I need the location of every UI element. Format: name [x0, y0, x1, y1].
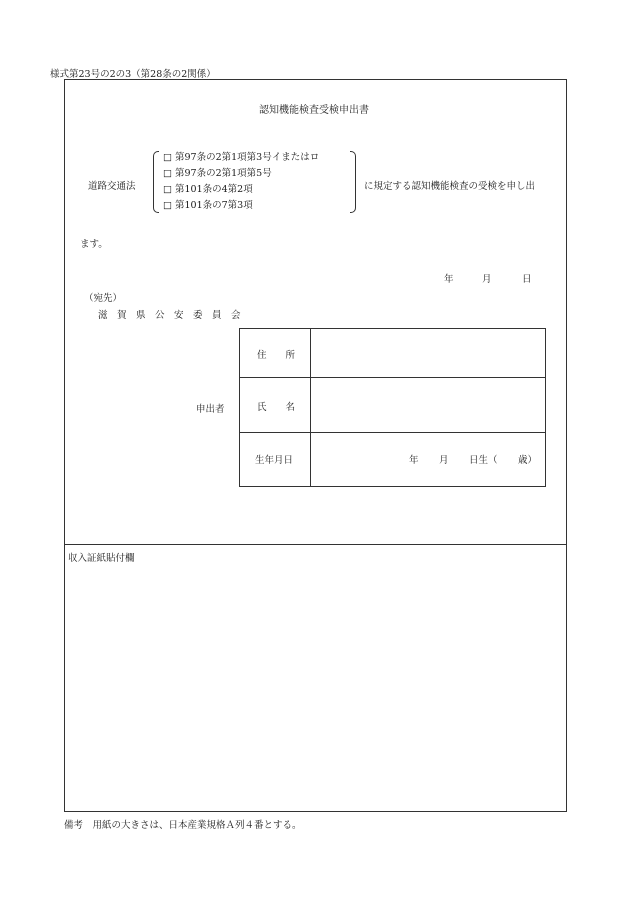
right-brace — [350, 151, 356, 213]
address-label: 住 所 — [257, 350, 296, 361]
law-suffix: に規定する認知機能検査の受検を申し出 — [364, 181, 536, 192]
date-year: 年 — [444, 274, 454, 285]
table-column-divider — [310, 329, 311, 486]
checkbox-icon: □ — [163, 184, 172, 195]
table-row-divider — [240, 377, 545, 378]
law-name: 道路交通法 — [88, 181, 136, 192]
left-brace — [153, 151, 159, 213]
date-month: 月 — [482, 274, 492, 285]
birthdate-label: 生年月日 — [255, 455, 294, 466]
law-option-label: 第101条の7第3項 — [175, 200, 253, 211]
law-option — [163, 151, 319, 165]
law-option-label: 第101条の4第2項 — [175, 184, 253, 195]
section-divider — [64, 544, 567, 545]
checkbox-icon: □ — [163, 168, 172, 179]
law-option-label: 第97条の2第1項第5号 — [175, 168, 272, 179]
applicant-table — [239, 328, 546, 487]
law-option — [163, 199, 253, 213]
law-option-label: 第97条の2第1項第3号イまたはロ — [175, 152, 320, 163]
footnote: 備考 用紙の大きさは、日本産業規格Ａ列４番とする。 — [64, 820, 302, 831]
date-day: 日 — [522, 274, 532, 285]
form-number: 様式第23号の2の3（第28条の2関係） — [50, 69, 216, 80]
birth-day: 日生（ — [469, 455, 498, 466]
law-option — [163, 167, 272, 181]
law-option — [163, 183, 253, 197]
birth-month: 月 — [439, 455, 449, 466]
table-row-divider — [240, 432, 545, 433]
stamp-section-label: 収入証紙貼付欄 — [68, 553, 135, 564]
law-continuation: ます。 — [80, 239, 108, 250]
checkbox-icon: □ — [163, 152, 172, 163]
birth-year: 年 — [409, 455, 419, 466]
applicant-label: 申出者 — [196, 404, 225, 415]
addressee-name: 滋 賀 県 公 安 委 員 会 — [98, 310, 241, 321]
birth-age: 歳） — [518, 455, 538, 466]
checkbox-icon: □ — [163, 200, 172, 211]
addressee-label: （宛先） — [84, 293, 123, 304]
name-label: 氏 名 — [257, 402, 296, 413]
form-title: 認知機能検査受検申出書 — [259, 105, 369, 116]
